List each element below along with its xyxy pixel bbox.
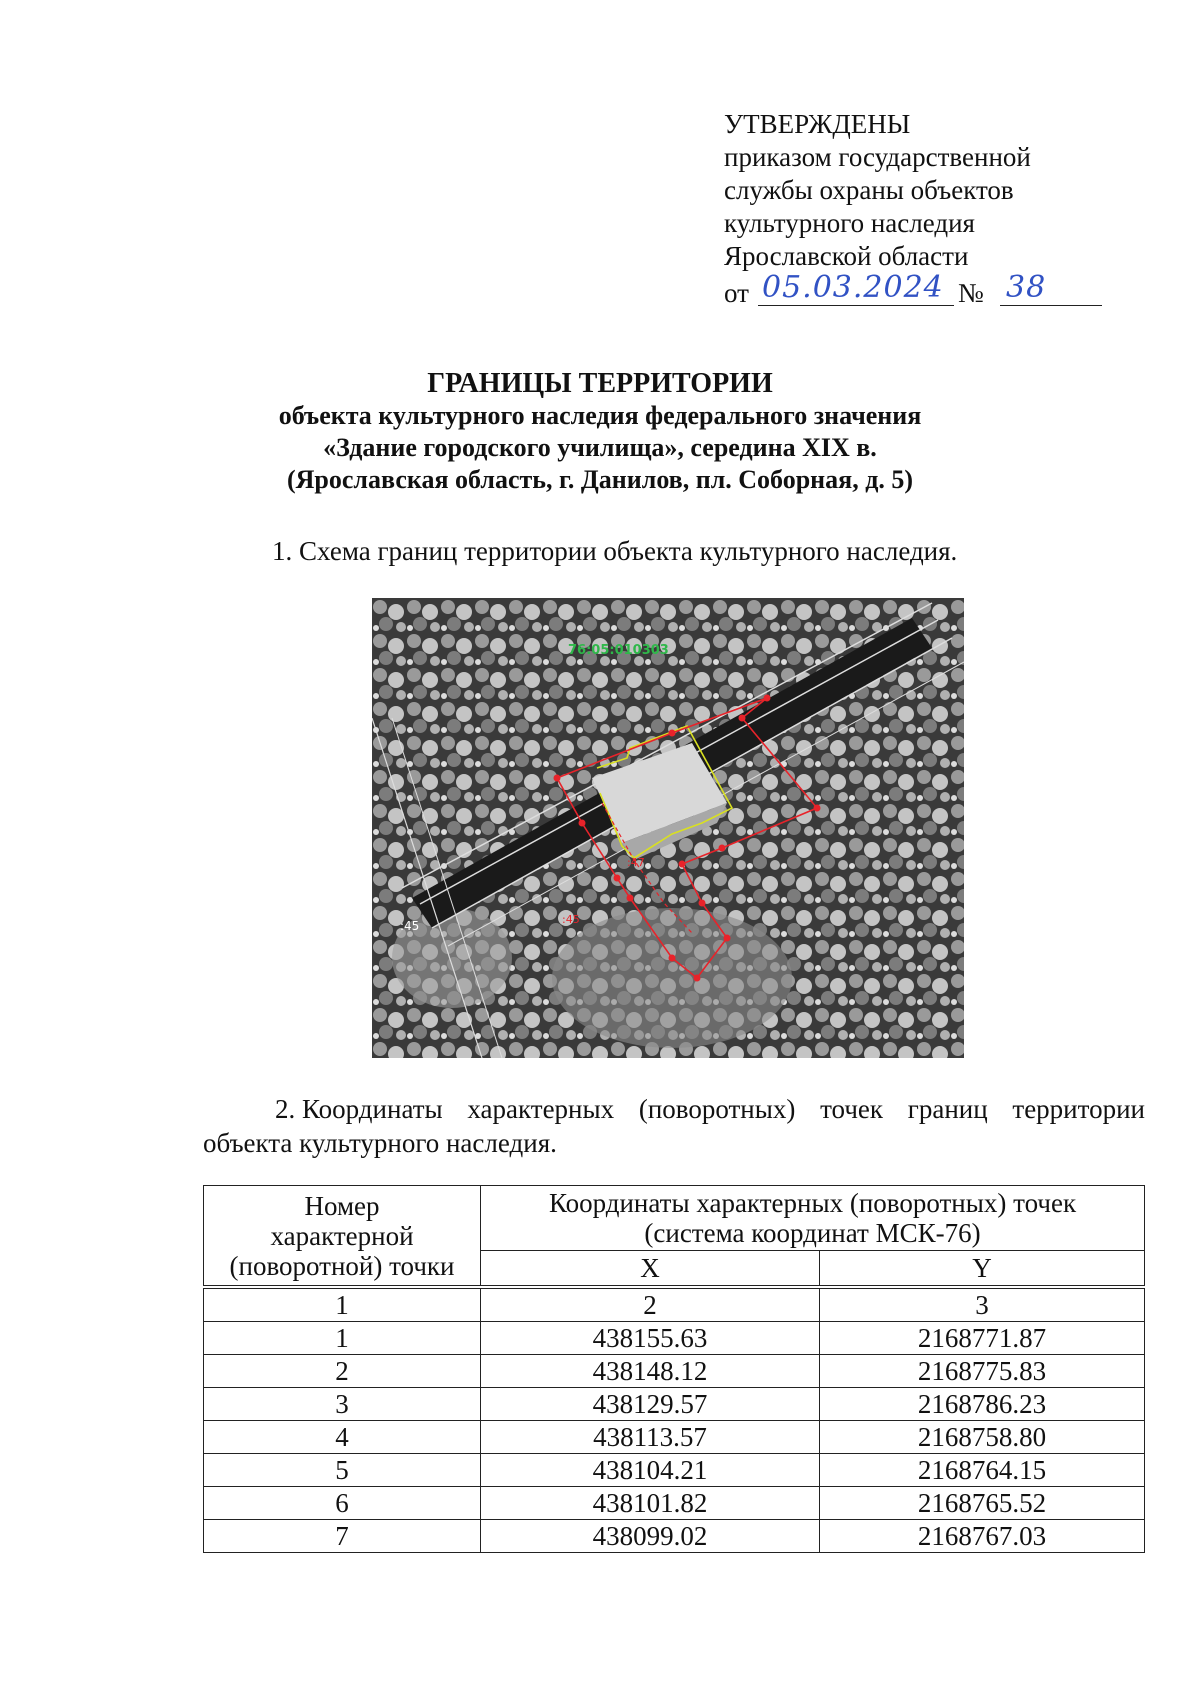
table-cell: 2168765.52 <box>820 1487 1145 1520</box>
header-y: Y <box>820 1251 1145 1288</box>
table-cell: 438099.02 <box>481 1520 820 1553</box>
parcel-label: :45 <box>562 913 580 926</box>
approval-block <box>724 108 1047 309</box>
section-2-line-1 <box>203 1092 1145 1126</box>
table-index-row <box>204 1287 1145 1322</box>
handwritten-date: 05.03.2024 <box>762 270 944 305</box>
table-cell: 2 <box>204 1355 481 1388</box>
table-row <box>204 1421 1145 1454</box>
section-1-heading: 1. Схема границ территории объекта культурного наследия. <box>272 536 958 566</box>
document-title <box>0 368 1200 496</box>
word: точек <box>820 1094 884 1124</box>
table-cell: 6 <box>204 1487 481 1520</box>
title-line: (Ярославская область, г. Данилов, пл. Соборная, д. 5) <box>286 465 914 494</box>
aerial-photo <box>372 598 964 1058</box>
table-cell: 438101.82 <box>481 1487 820 1520</box>
approval-line: приказом государственной <box>724 142 1031 172</box>
table-cell: 1 <box>204 1322 481 1355</box>
number-prefix: № <box>958 278 984 308</box>
table-cell: 2168786.23 <box>820 1388 1145 1421</box>
word: границ <box>907 1094 988 1124</box>
table-cell: 1 <box>204 1287 481 1322</box>
table-cell: 438129.57 <box>481 1388 820 1421</box>
section-2-line-2: объекта культурного наследия. <box>203 1128 557 1158</box>
cadastral-quarter-label: 76:05:010303 <box>568 643 669 658</box>
table-cell: 4 <box>204 1421 481 1454</box>
approval-line: Ярославской области <box>724 241 969 271</box>
table-cell: 2168764.15 <box>820 1454 1145 1487</box>
word: характерных <box>467 1094 615 1124</box>
table-cell: 3 <box>204 1388 481 1421</box>
table-cell: 2168775.83 <box>820 1355 1145 1388</box>
header-point-number: Номер характерной (поворотной) точки <box>204 1186 481 1288</box>
date-prefix: от <box>724 278 749 308</box>
table-cell: 2 <box>481 1287 820 1322</box>
section-2-paragraph <box>203 1092 1145 1160</box>
table-row <box>204 1355 1145 1388</box>
header-x: X <box>481 1251 820 1288</box>
table-cell: 438155.63 <box>481 1322 820 1355</box>
word: 2. Координаты <box>275 1094 443 1124</box>
word: территории <box>1012 1094 1145 1124</box>
title-line: объекта культурного наследия федерального значения <box>278 401 922 430</box>
table-row <box>204 1487 1145 1520</box>
approval-line: культурного наследия <box>724 208 975 238</box>
approval-heading: УТВЕРЖДЕНЫ <box>724 109 911 139</box>
coordinates-table <box>203 1185 1145 1553</box>
date-number-row <box>724 270 1047 309</box>
table-cell: 438148.12 <box>481 1355 820 1388</box>
table-header-row <box>204 1186 1145 1251</box>
table-row <box>204 1388 1145 1421</box>
table-cell: 5 <box>204 1454 481 1487</box>
approval-line: службы охраны объектов <box>724 175 1014 205</box>
table-row <box>204 1322 1145 1355</box>
table-cell: 2168758.80 <box>820 1421 1145 1454</box>
word: (поворотных) <box>638 1094 796 1124</box>
table-cell: 3 <box>820 1287 1145 1322</box>
date-underline <box>758 305 954 306</box>
table-row <box>204 1520 1145 1553</box>
parcel-label: :45 <box>400 919 420 933</box>
header-coordinates: Координаты характерных (поворотных) точек (система координат МСК-76) <box>481 1186 1145 1251</box>
number-underline <box>1000 305 1102 306</box>
table-cell: 438113.57 <box>481 1421 820 1454</box>
boundary-map <box>372 598 964 1058</box>
table-cell: 7 <box>204 1520 481 1553</box>
table-cell: 438104.21 <box>481 1454 820 1487</box>
table-row <box>204 1454 1145 1487</box>
title-heading: ГРАНИЦЫ ТЕРРИТОРИИ <box>427 368 773 399</box>
table-cell: 2168767.03 <box>820 1520 1145 1553</box>
table-cell: 2168771.87 <box>820 1322 1145 1355</box>
handwritten-number: 38 <box>1006 270 1047 305</box>
parcel-label: :47 <box>627 856 645 869</box>
title-line: «Здание городского училища», середина XIX в. <box>323 433 877 462</box>
